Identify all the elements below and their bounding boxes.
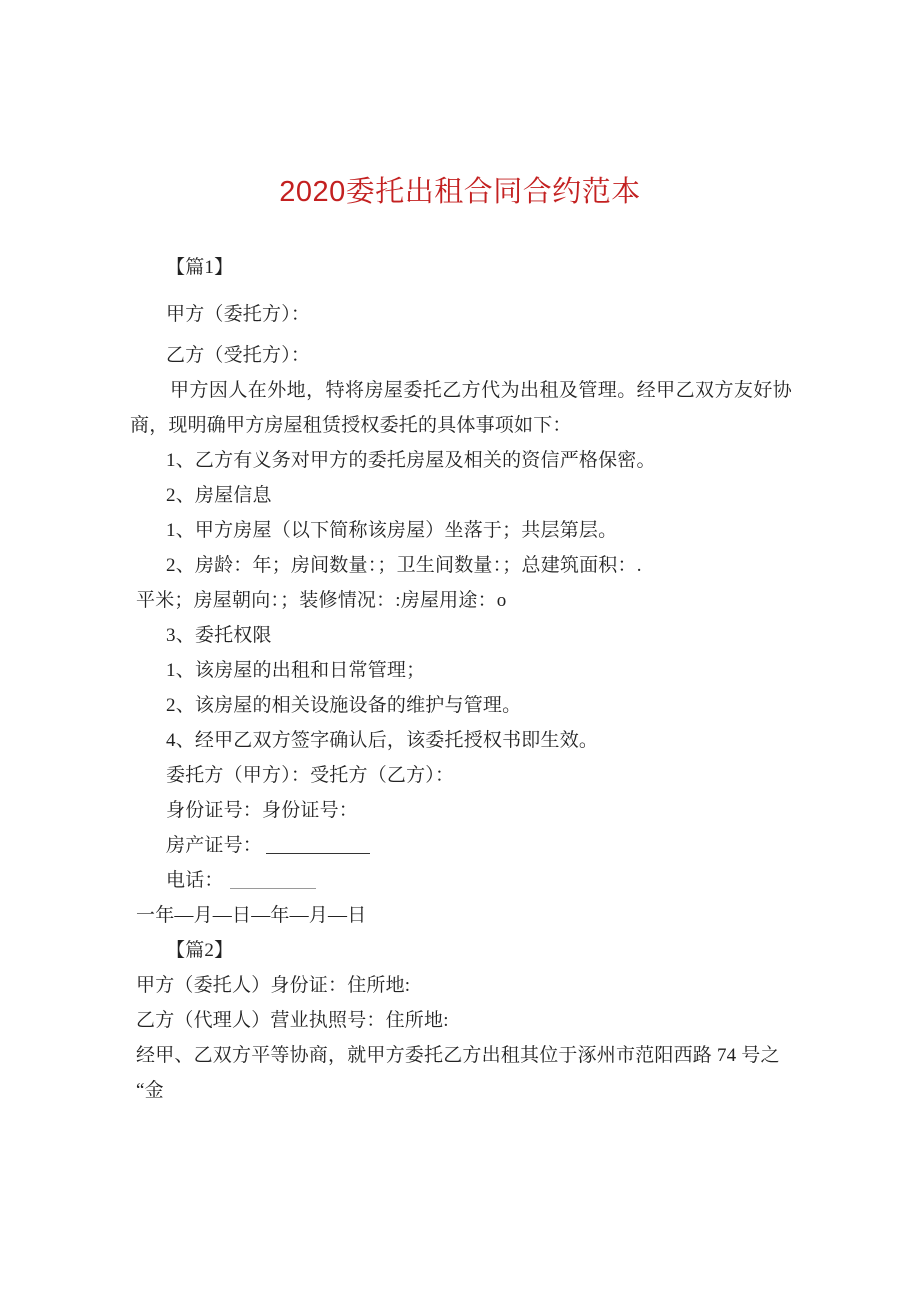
- section-heading-pian1: 【篇1】: [166, 257, 234, 278]
- spacer: [130, 285, 792, 297]
- authority-clause-1: 1、该房屋的出租和日常管理；: [166, 660, 426, 681]
- phone-blank[interactable]: [230, 888, 316, 889]
- heading-authority-scope: 3、委托权限: [166, 625, 272, 646]
- house-info-details: 2、房龄：年；房间数量：；卫生间数量：；总建筑面积：.: [166, 555, 642, 576]
- pian2-paragraph-intro: 经甲、乙双方平等协商，就甲方委托乙方出租其位于涿州市范阳西路 74 号之“金: [136, 1045, 780, 1101]
- date-signature-line: 一年—月—日—年—月—日: [136, 905, 367, 926]
- signature-id-numbers-line: 身份证号：身份证号：: [166, 800, 359, 821]
- section-heading-pian2: 【篇2】: [166, 940, 234, 961]
- clause-confidentiality: 1、乙方有义务对甲方的委托房屋及相关的资信严格保密。: [166, 450, 656, 471]
- document-body: [130, 250, 792, 1108]
- pian2-party-b: 乙方（代理人）营业执照号：住所地:: [136, 1010, 449, 1031]
- phone-row: [130, 863, 792, 898]
- paragraph-intro: 甲方因人在外地，特将房屋委托乙方代为出租及管理。经甲乙双方友好协商，现明确甲方房屋租赁授权委托的具体事项如下：: [130, 380, 792, 436]
- property-certificate-row: [130, 828, 792, 863]
- heading-house-info: 2、房屋信息: [166, 485, 272, 506]
- page-title: 2020委托出租合同合约范本: [279, 176, 641, 208]
- property-certificate-blank[interactable]: [266, 853, 370, 854]
- field-party-b: 乙方（受托方）：: [166, 345, 311, 366]
- pian2-party-a: 甲方（委托人）身份证：住所地:: [136, 975, 411, 996]
- property-certificate-label: 房产证号：: [166, 835, 263, 856]
- clause-effective-date: 4、经甲乙双方签字确认后，该委托授权书即生效。: [166, 730, 599, 751]
- phone-label: 电话：: [166, 870, 224, 891]
- signature-parties-line: 委托方（甲方）：受托方（乙方）：: [166, 765, 455, 786]
- field-party-a: 甲方（委托方）：: [166, 304, 311, 325]
- authority-clause-2: 2、该房屋的相关设施设备的维护与管理。: [166, 695, 522, 716]
- house-info-details-continued: 平米；房屋朝向：；装修情况：:房屋用途：o: [136, 590, 507, 611]
- house-info-location: 1、甲方房屋（以下简称该房屋）坐落于；共层第层。: [166, 520, 618, 541]
